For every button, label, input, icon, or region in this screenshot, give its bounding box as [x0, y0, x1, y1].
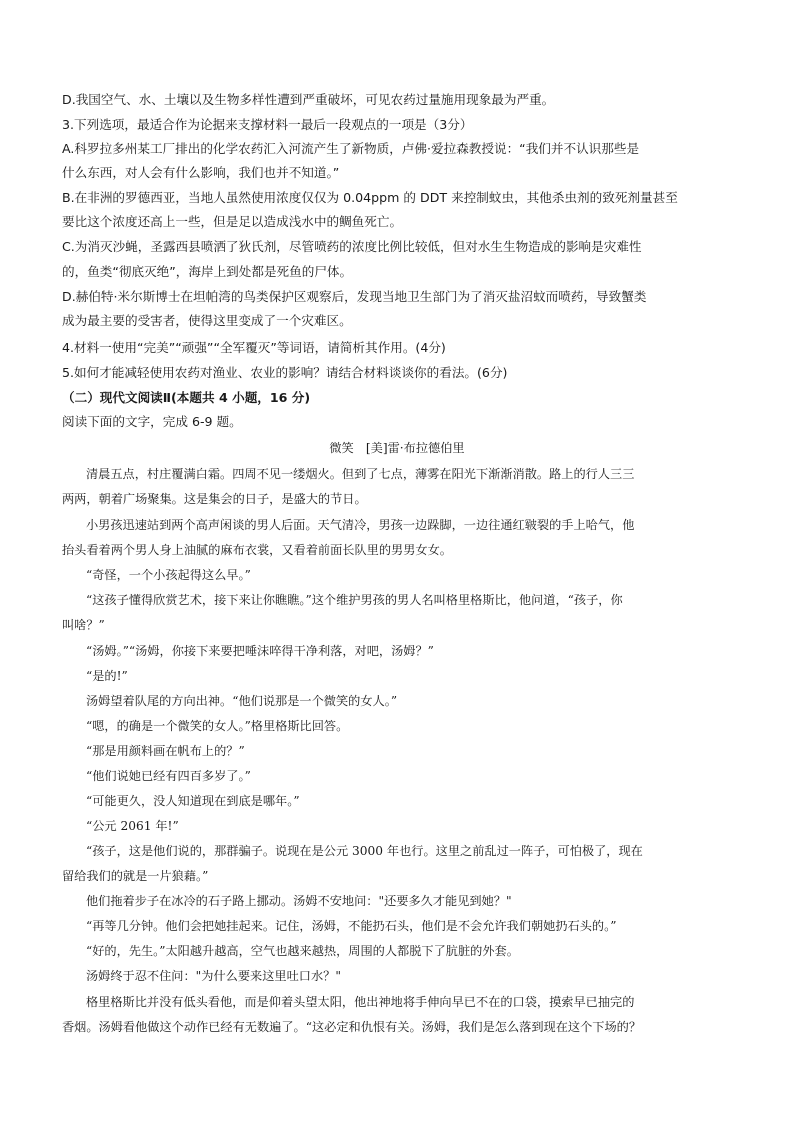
story-paragraph-cont: 香烟。汤姆看他做这个动作已经有无数遍了。“这必定和仇恨有关。汤姆，我们是怎么落到现在这个下场的？	[62, 1020, 642, 1034]
story-dialogue: 汤姆终于忍不住问："为什么要来这里吐口水？"	[86, 969, 341, 983]
story-dialogue: “奇怪，一个小孩起得这么早。”	[86, 568, 251, 582]
story-paragraph-2: 小男孩迅速站到两个高声闲谈的男人后面。天气清冷，男孩一边跺脚，一边往通红皲裂的手上哈气，他	[86, 518, 635, 532]
question-3-option-b-cont: 要比这个浓度还高上一些，但是足以造成浅水中的鲷鱼死亡。	[62, 214, 403, 229]
story-dialogue: “嗯，的确是一个微笑的女人。”格里格斯比回答。	[86, 719, 349, 733]
question-3-option-d-cont: 成为最主要的受害者，使得这里变成了一个灾难区。	[62, 313, 352, 328]
question-3-option-c: C.为消灭沙蝇，圣露西县喷洒了狄氏剂，尽管喷药的浓度比例比较低，但对水生生物造成的影响是灾难性	[62, 239, 642, 254]
story-dialogue: “再等几分钟。他们会把她挂起来。记住，汤姆，不能扔石头，他们是不会允许我们朝她扔石头的。”	[86, 919, 617, 933]
story-dialogue-cont: 叫啥？”	[62, 618, 105, 632]
option-d-previous: D.我国空气、水、土壤以及生物多样性遭到严重破坏，可见农药过量施用现象最为严重。	[62, 92, 555, 107]
story-dialogue: “公元 2061 年!”	[86, 819, 179, 833]
story-paragraph-2-cont: 抬头看着两个男人身上油腻的麻布衣裳，又看着前面长队里的男男女女。	[62, 543, 452, 557]
story-dialogue-cont: 留给我们的就是一片狼藉。”	[62, 869, 209, 883]
question-3-option-b: B.在非洲的罗德西亚，当地人虽然使用浓度仅仅为 0.04ppm 的 DDT 来控制蚊虫，其他杀虫剂的致死剂量甚至	[62, 190, 678, 205]
question-3-option-d: D.赫伯特·米尔斯博士在坦帕湾的鸟类保护区观察后，发现当地卫生部门为了消灭盐沼蚊而喷药，导致蟹类	[62, 289, 647, 304]
question-3-option-a-cont: 什么东西，对人会有什么影响，我们也并不知道。”	[62, 165, 340, 180]
story-title: 微笑 [美]雷·布拉德伯里	[329, 441, 465, 455]
question-4: 4.材料一使用“完美”“顽强”“全军覆灭”等词语，请简析其作用。(4分)	[62, 340, 446, 355]
story-paragraph-1: 清晨五点，村庄覆满白霜。四周不见一缕烟火。但到了七点，薄雾在阳光下渐渐消散。路上的行人三三	[86, 467, 635, 481]
story-dialogue: 汤姆望着队尾的方向出神。“他们说那是一个微笑的女人。”	[86, 694, 398, 708]
story-dialogue: “他们说她已经有四百多岁了。”	[86, 769, 251, 783]
story-dialogue: “可能更久，没人知道现在到底是哪年。”	[86, 794, 300, 808]
question-5: 5.如何才能减轻使用农药对渔业、农业的影响？请结合材料谈谈你的看法。(6分)	[62, 365, 508, 380]
section-heading: （二）现代文阅读Ⅱ(本题共 4 小题，16 分)	[62, 390, 311, 405]
section-instruction: 阅读下面的文字，完成 6-9 题。	[62, 414, 242, 429]
story-dialogue: “是的!”	[86, 669, 128, 683]
question-3-option-c-cont: 的，鱼类“彻底灭绝”，海岸上到处都是死鱼的尸体。	[62, 264, 353, 279]
story-dialogue: “孩子，这是他们说的，那群骗子。说现在是公元 3000 年也行。这里之前乱过一阵子，可怕极了，现在	[86, 844, 643, 858]
story-dialogue: “这孩子懂得欣赏艺术，接下来让你瞧瞧。”这个维护男孩的男人名叫格里格斯比，他问道，“孩子，你	[86, 593, 623, 607]
story-dialogue: “汤姆。”“汤姆，你接下来要把唾沫啐得干净利落，对吧，汤姆？”	[86, 644, 434, 658]
story-dialogue: 他们拖着步子在冰冷的石子路上挪动。汤姆不安地问："还要多久才能见到她？"	[86, 894, 512, 908]
question-3-stem: 3.下列选项，最适合作为论据来支撑材料一最后一段观点的一项是（3分）	[62, 117, 473, 132]
story-paragraph: 格里格斯比并没有低头看他，而是仰着头望太阳，他出神地将手伸向早已不在的口袋，摸索早已抽完的	[86, 995, 635, 1009]
question-3-option-a: A.科罗拉多州某工厂排出的化学农药汇入河流产生了新物质，卢佛·爱拉森教授说：“我们并不认识那些是	[62, 141, 640, 156]
story-dialogue: “那是用颜料画在帆布上的？”	[86, 744, 245, 758]
story-dialogue: “好的，先生。”太阳越升越高，空气也越来越热，周围的人都脱下了肮脏的外套。	[86, 944, 519, 958]
story-paragraph-1-cont: 两两，朝着广场聚集。这是集会的日子，是盛大的节日。	[62, 492, 367, 506]
